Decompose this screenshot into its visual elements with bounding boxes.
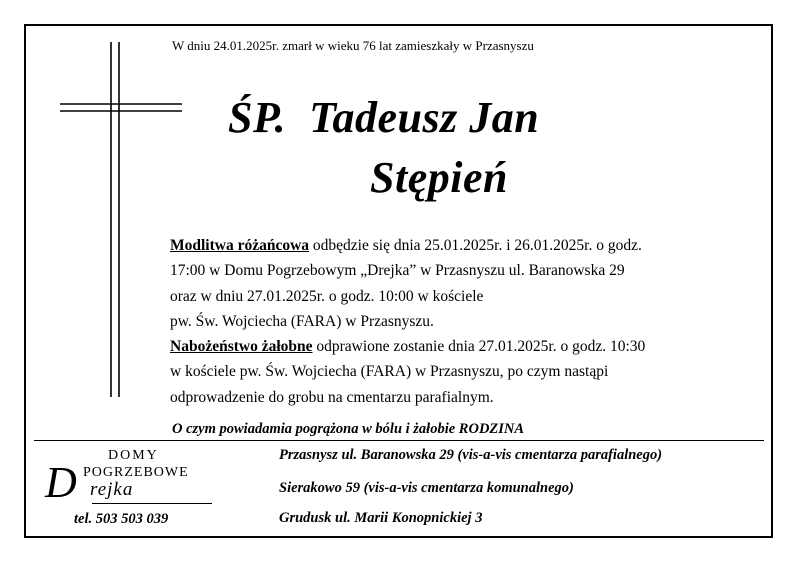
death-announcement: W dniu 24.01.2025r. zmarł w wieku 76 lat zamieszkały w Przasnyszu	[172, 38, 534, 53]
family-closing: O czym powiadamia pogrążona w bólu i żałobie RODZINA	[172, 421, 525, 437]
rosary-text-4: pw. Św. Wojciecha (FARA) w Przasnyszu.	[170, 312, 434, 330]
mass-text-3: odprowadzenie do grobu na cmentarzu parafialnym.	[170, 388, 494, 406]
rosary-text-2: 17:00 w Domu Pogrzebowym „Drejka” w Przasnyszu ul. Baranowska 29	[170, 262, 625, 280]
logo-underline	[92, 503, 212, 504]
deceased-name-line1: ŚP. Tadeusz Jan	[228, 93, 540, 142]
mass-text-2: w kościele pw. Św. Wojciecha (FARA) w Przasnyszu, po czym nastąpi	[170, 363, 609, 381]
mass-line-1	[170, 334, 740, 359]
rosary-text-3: oraz w dniu 27.01.2025r. o godz. 10:00 w kościele	[170, 287, 484, 305]
logo-domy: DOMY	[108, 448, 159, 463]
ceremony-details	[170, 233, 740, 410]
logo-initial: D	[45, 458, 77, 507]
address-grudusk: Grudusk ul. Marii Konopnickiej 3	[279, 510, 483, 526]
rosary-text-1: odbędzie się dnia 25.01.2025r. i 26.01.2025r. o godz.	[309, 237, 642, 254]
address-przasnysz: Przasnysz ul. Baranowska 29 (vis-a-vis cmentarza parafialnego)	[279, 447, 663, 463]
phone-number: tel. 503 503 039	[74, 511, 169, 527]
logo-drejka: rejka	[90, 479, 134, 500]
deceased-name-line2: Stępień	[370, 153, 508, 202]
rosary-heading: Modlitwa różańcowa	[170, 237, 310, 254]
mass-heading: Nabożeństwo żałobne	[170, 338, 313, 356]
logo-pogrzebowe: POGRZEBOWE	[83, 465, 189, 480]
footer-divider	[34, 440, 764, 441]
mass-text-1: odprawione zostanie dnia 27.01.2025r. o godz. 10:30	[312, 338, 646, 356]
address-sierakowo: Sierakowo 59 (vis-a-vis cmentarza komunalnego)	[279, 480, 574, 496]
rosary-line-1	[170, 233, 740, 258]
